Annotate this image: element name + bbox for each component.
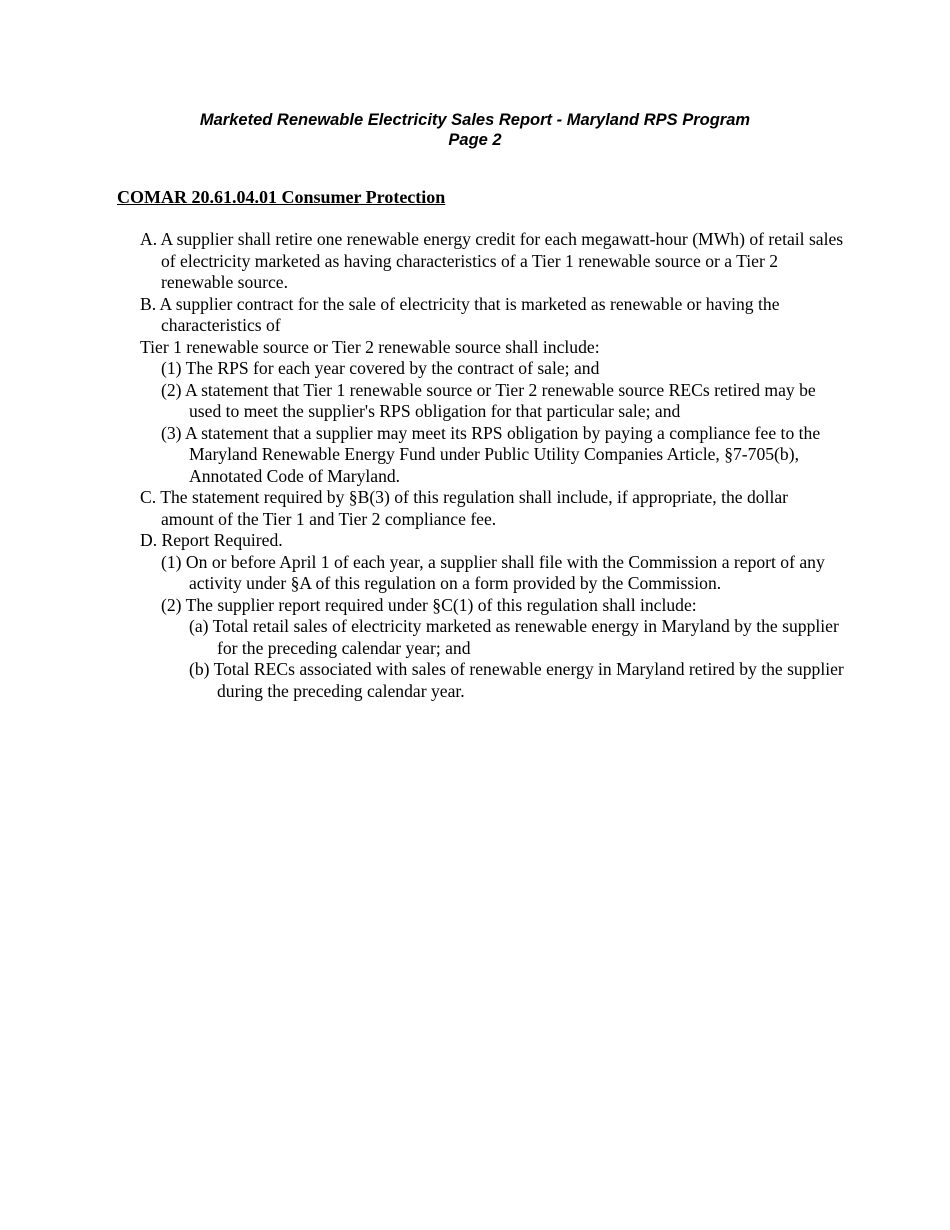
paragraph-b-1: (1) The RPS for each year covered by the contract of sale; and bbox=[161, 358, 600, 378]
paragraph-b: B. A supplier contract for the sale of electricity that is marketed as renewable or having the characteristics of bbox=[140, 293, 780, 335]
paragraph-a: A. A supplier shall retire one renewable energy credit for each megawatt-hour (MWh) of retail sales of electricity marketed as having characteristics of a Tier 1 renewable source or a Tier 2 renewable source. bbox=[140, 229, 844, 292]
paragraph-b-3: (3) A statement that a supplier may meet its RPS obligation by paying a compliance fee to the Maryland Renewable Energy Fund under Public Utility Companies Article, §7-705(b), Annotated Code of Maryland. bbox=[161, 422, 821, 486]
paragraph-b-2: (2) A statement that Tier 1 renewable source or Tier 2 renewable source RECs retired may be used to meet the supplier's RPS obligation for that particular sale; and bbox=[161, 379, 816, 421]
paragraph-c: C. The statement required by §B(3) of this regulation shall include, if appropriate, the dollar amount of the Tier 1 and Tier 2 compliance fee. bbox=[140, 487, 789, 529]
regulation-body bbox=[140, 229, 845, 702]
paragraph-d-2-a: (a) Total retail sales of electricity marketed as renewable energy in Maryland by the supplier for the preceding calendar year; and bbox=[189, 616, 839, 658]
paragraph-b-continuation: Tier 1 renewable source or Tier 2 renewable source shall include: bbox=[140, 336, 600, 357]
paragraph-d-2-b: (b) Total RECs associated with sales of renewable energy in Maryland retired by the supplier during the preceding calendar year. bbox=[189, 659, 844, 701]
paragraph-d: D. Report Required. bbox=[140, 530, 283, 550]
paragraph-d-1: (1) On or before April 1 of each year, a supplier shall file with the Commission a report of any activity under §A of this regulation on a form provided by the Commission. bbox=[161, 551, 825, 593]
page-header bbox=[0, 110, 950, 150]
section-heading: COMAR 20.61.04.01 Consumer Protection bbox=[117, 187, 446, 207]
report-title: Marketed Renewable Electricity Sales Report - Maryland RPS Program bbox=[199, 111, 751, 129]
paragraph-d-2: (2) The supplier report required under §C(1) of this regulation shall include: bbox=[161, 594, 697, 615]
page-number: Page 2 bbox=[448, 131, 502, 149]
